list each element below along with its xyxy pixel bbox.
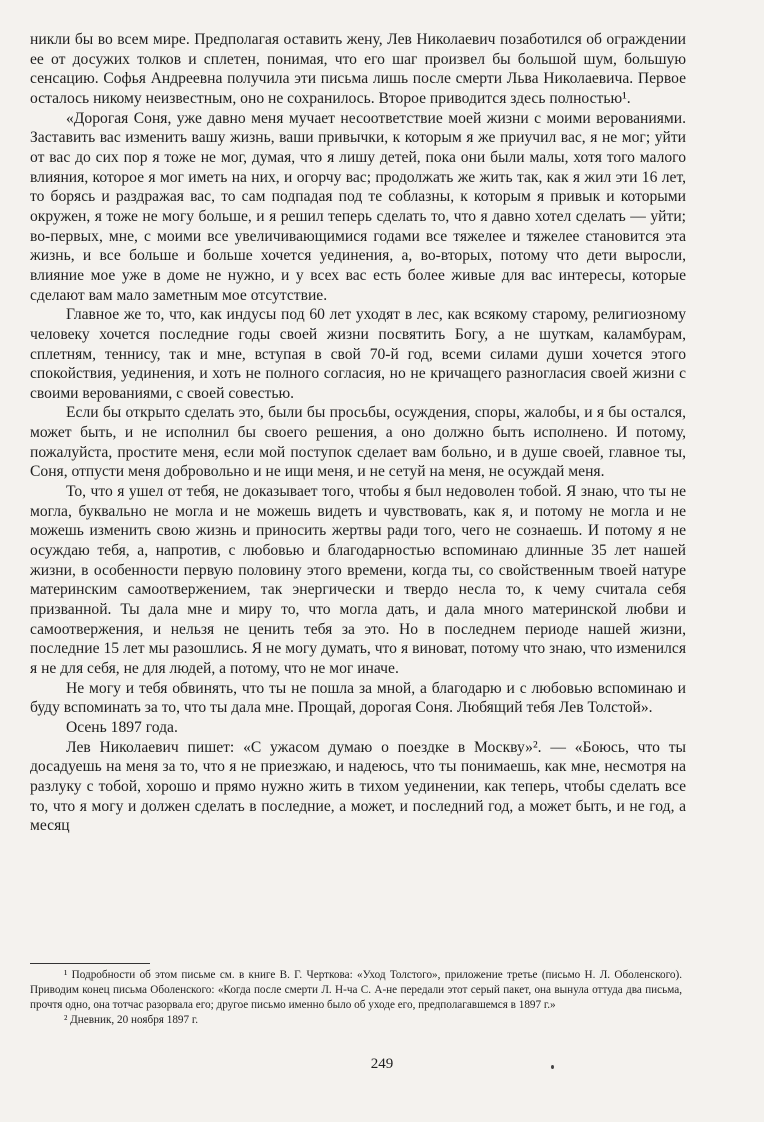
footnote: ² Дневник, 20 ноября 1897 г.: [64, 1014, 199, 1026]
footnotes: [30, 968, 682, 1028]
paragraph: Лев Николаевич пишет: «С ужасом думаю о поездке в Москву»². — «Боюсь, что ты досадуешь на меня за то, что я не приезжаю, и надеюсь, что ты понимаешь, как мне, несмотря на разлуку с тобой, хорошо и прямо нужно жить в тихом уединении, как теперь, чтобы сделать все то, что я могу и должен сделать в последние, а может, и последний год, а может быть, и не год, а месяц: [30, 738, 686, 835]
main-text: [30, 30, 686, 836]
paragraph: «Дорогая Соня, уже давно меня мучает несоответствие моей жизни с моими верованиями. Заставить вас изменить вашу жизнь, ваши привычки, к которым я же приучил вас, я не мог; уйти от вас до сих пор я тоже не мог, думая, что я лишу детей, пока они были малы, хотя того малого влияния, которое я мог иметь на них, и огорчу вас; продолжать же жить так, как я жил эти 16 лет, то борясь и раздражая вас, то сам подпадая под те соблазны, к которым я привык и которыми окружен, я тоже не могу больше, и я решил теперь сделать то, что я давно хотел сделать — уйти; во-первых, мне, с моими все увеличивающимися годами все тяжелее и тяжелее становится эта жизнь, и все больше и больше хочется уединения, а, во-вторых, потому что дети выросли, влияние мое уже в доме не нужно, и у всех вас есть более живые для вас интересы, которые сделают вам мало заметным мое отсутствие.: [30, 109, 686, 304]
print-speck: [551, 1065, 554, 1069]
paragraph: Осень 1897 года.: [66, 718, 178, 736]
paragraph: никли бы во всем мире. Предполагая оставить жену, Лев Николаевич позаботился об ограждении ее от досужих толков и сплетен, понимая, что его шаг произвел бы большой шум, большую сенсацию. Софья Андреевна получила эти письма лишь после смерти Льва Николаевича. Первое осталось никому неизвестным, оно не сохранилось. Второе приводится здесь полностью¹.: [30, 31, 686, 107]
footnote: ¹ Подробности об этом письме см. в книге В. Г. Черткова: «Уход Толстого», приложение третье (письмо Н. Л. Оболенского). Приводим конец письма Оболенского: «Когда после смерти Л. Н-ча С. А-не передали этот серый пакет, она вынула оттуда два письма, прочтя одно, она тотчас разорвала его; другое письмо именно было об уходе его, предполагавшемся в 1897 г.»: [30, 969, 682, 1011]
footnote-divider: [30, 963, 150, 964]
paragraph: Главное же то, что, как индусы под 60 лет уходят в лес, как всякому старому, религиозному человеку хочется последние годы своей жизни посвятить Богу, а не шуткам, каламбурам, сплетням, теннису, так и мне, вступая в свой 70-й год, всеми силами души хочется этого спокойствия, уединения, и хоть не полного согласия, но не кричащего разногласия своей жизни с своими верованиями, с своей совестью.: [30, 306, 686, 402]
paragraph: Не могу и тебя обвинять, что ты не пошла за мной, а благодарю и с любовью вспоминаю и буду вспоминать за то, что ты дала мне. Прощай, дорогая Соня. Любящий тебя Лев Толстой».: [30, 679, 686, 717]
paragraph: Если бы открыто сделать это, были бы просьбы, осуждения, споры, жалобы, и я бы остался, может быть, и не исполнил бы своего решения, а оно должно быть исполнено. И потому, пожалуйста, простите меня, если мой поступок сделает вам больно, и в душе своей, главное ты, Соня, отпусти меня добровольно и не ищи меня, и не сетуй на меня, не осуждай меня.: [30, 404, 686, 481]
paragraph: То, что я ушел от тебя, не доказывает того, чтобы я был недоволен тобой. Я знаю, что ты не могла, буквально не могла и не можешь видеть и чувствовать, как я, и потому не могла и не можешь изменить свою жизнь и приносить жертвы ради того, чего не сознаешь. И потому я не осуждаю тебя, а, напротив, с любовью и благодарностью вспоминаю длинные 35 лет нашей жизни, в особенности первую половину этого времени, когда ты, со свойственным твоей натуре материнским самоотвержением, так энергически и твердо несла то, к чему считала себя призванной. Ты дала мне и миру то, что могла дать, и дала много материнской любви и самоотвержения, и нельзя не ценить тебя за это. Но в последнем периоде нашей жизни, последние 15 лет мы разошлись. Я не могу думать, что я виноват, потому что знаю, что изменился я не для себя, не для людей, а потому, что не мог иначе.: [30, 483, 686, 677]
page-number: 249: [370, 1056, 394, 1072]
